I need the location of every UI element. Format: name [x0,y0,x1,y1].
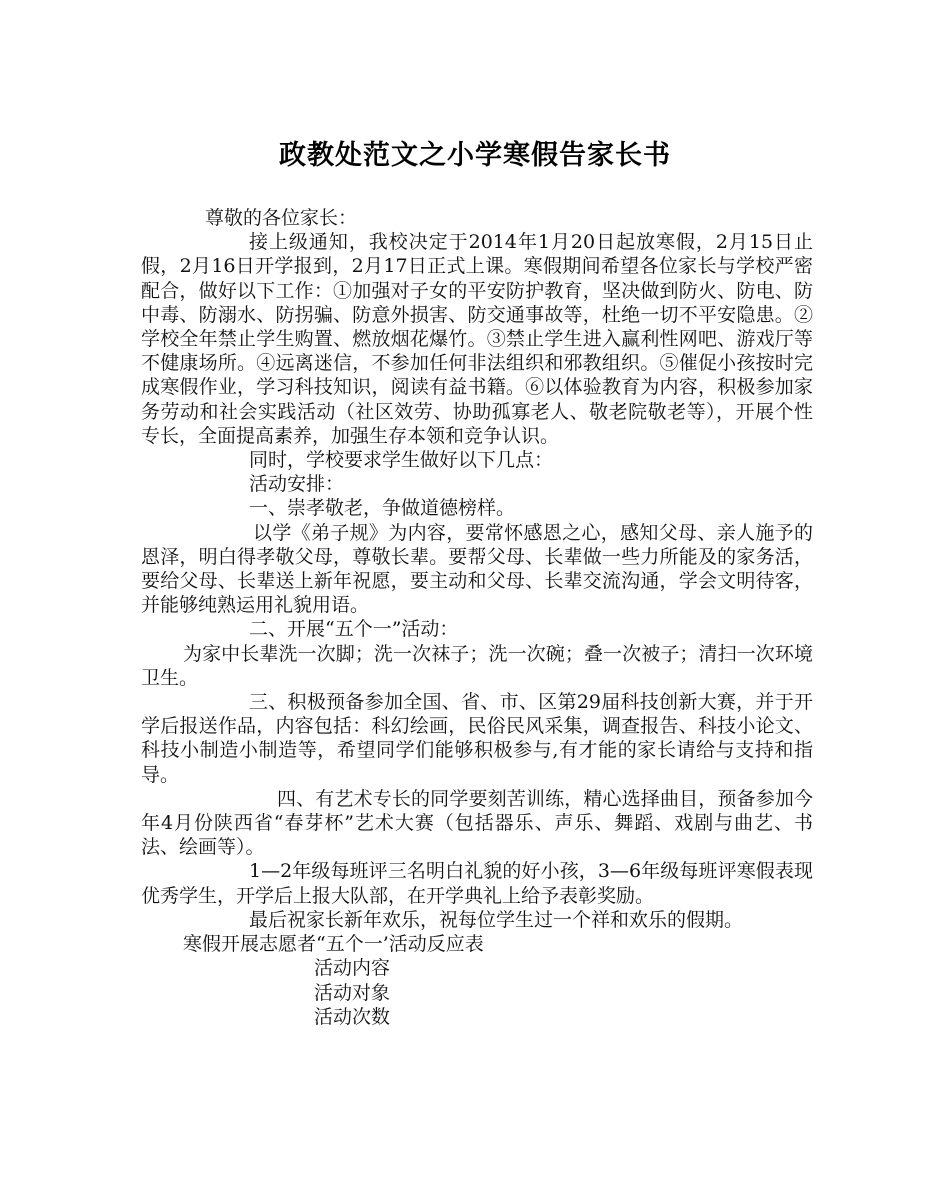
table-title: 寒假开展志愿者“五个一’活动反应表 [183,933,484,956]
paragraph-arrangement: 活动安排： [249,473,345,496]
table-row: 活动内容 [314,957,391,980]
item-three: 三、积极预备参加全国、省、市、区第29届科技创新大赛，并于开学后报送作品，内容包括：科幻绘画，民俗民风采集，调查报告、科技小论文、科技小制造小制造等，希望同学们能够积极参与,有才能的家长请给与支持和指导。 [141,691,813,786]
paragraph-intro: 接上级通知，我校决定于2014年1月20日起放寒假，2月15日止假，2月16日开学报到，2月17日正式上课。寒假期间希望各位家长与学校严密配合，做好以下工作：①加强对子女的平安防护教育，坚决做到防火、防电、防中毒、防溺水、防拐骗、防意外损害、防交通事故等，杜绝一切不平安隐患。②学校全年禁止学生购置、燃放烟花爆竹。③禁止学生进入赢利性网吧、游戏厅等不健康场所。④远离迷信，不参加任何非法组织和邪教组织。⑤催促小孩按时完成寒假作业，学习科技知识，阅读有益书籍。⑥以体验教育为内容，积极参加家务劳动和社会实践活动（社区效劳、协助孤寡老人、敬老院敬老等），开展个性专长，全面提高素养，加强生存本领和竞争认识。 [141,231,813,447]
document-title: 政教处范文之小学寒假告家长书 [279,140,671,171]
item-two-body: 为家中长辈洗一次脚；洗一次袜子；洗一次碗；叠一次被子；清扫一次环境卫生。 [141,642,813,689]
paragraph-also: 同时，学校要求学生做好以下几点： [249,449,554,472]
document-body [141,206,813,1029]
item-one-body: 以学《弟子规》为内容，要常怀感恩之心，感知父母、亲人施予的恩泽，明白得孝敬父母，尊敬长辈。要帮父母、长辈做一些力所能及的家务活，要给父母、长辈送上新年祝愿，要主动和父母、长辈交流沟通，学会文明待客，并能够纯熟运用礼貌用语。 [141,521,813,617]
item-four: 四、有艺术专长的同学要刻苦训练，精心选择曲目，预备参加今年4月份陕西省“春芽杯”艺术大赛（包括器乐、声乐、舞蹈、戏剧与曲艺、书法、绘画等）。 [141,787,813,859]
table-row: 活动次数 [314,1005,391,1028]
item-one-title: 一、崇孝敬老，争做道德榜样。 [249,497,516,520]
greeting: 尊敬的各位家长： [205,207,358,229]
item-two-title: 二、开展“五个一”活动： [249,618,459,641]
table-row: 活动对象 [314,981,391,1004]
paragraph-award: 1—2年级每班评三名明白礼貌的好小孩，3—6年级每班评寒假表现优秀学生，开学后上报大队部，在开学典礼上给予表彰奖励。 [141,860,813,907]
paragraph-closing: 最后祝家长新年欢乐，祝每位学生过一个祥和欢乐的假期。 [249,908,744,931]
